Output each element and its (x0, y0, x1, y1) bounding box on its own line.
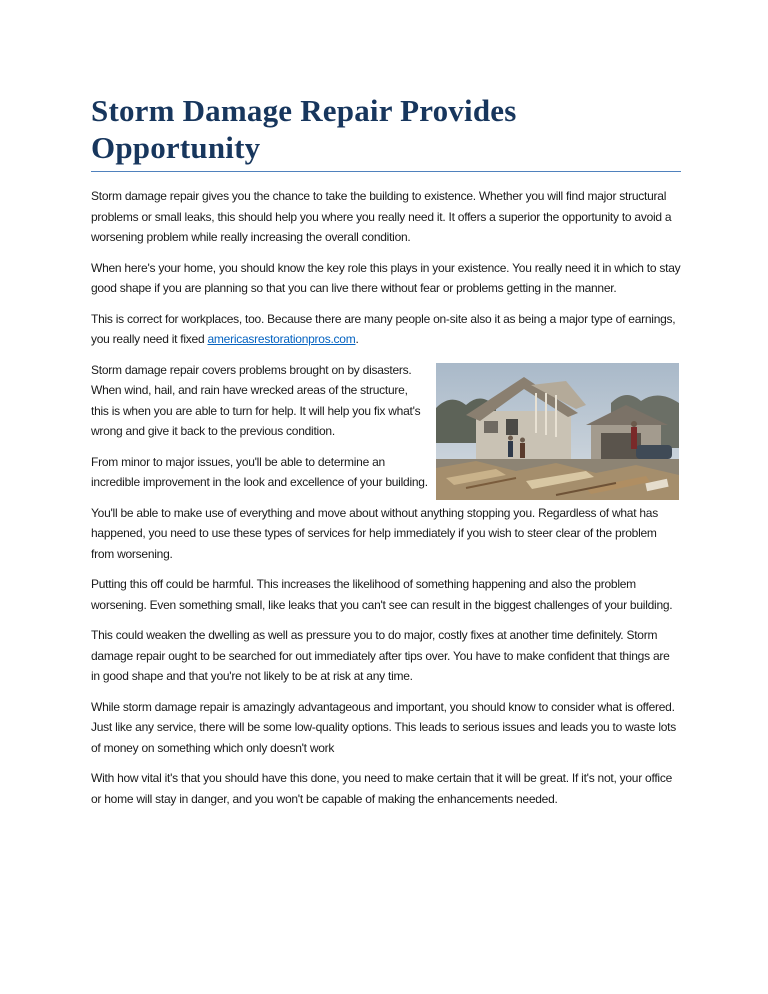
paragraph-options: While storm damage repair is amazingly advantageous and important, you should know to consider what is offered. Just like any service, there will be some low-quality options. This leads to serious issues and leads you to waste lots of money on something which only doesn't work (91, 699, 676, 755)
paragraph-intro: Storm damage repair gives you the chance to take the building to existence. Whether you will find major structural problems or small leaks, this should help you where you really need it. It offers a superior the opportunity to avoid a worsening problem while really increasing the overall condition. (91, 189, 672, 244)
paragraph-improvement: From minor to major issues, you'll be able to determine an incredible improvement in the look and excellence of your building. (91, 454, 428, 489)
paragraph-harmful: Putting this off could be harmful. This increases the likelihood of something happening and also the problem worsening. Even something small, like leaks that you can't see can result in the biggest challenges of your building. (91, 577, 673, 612)
paragraph-disasters: Storm damage repair covers problems brought on by disasters. When wind, hail, and rain have wrecked areas of the structure, this is when you are able to turn for help. It will help you fix what's wrong and give it back to the previous condition. (91, 362, 421, 438)
paragraph-workplaces-text: This is correct for workplaces, too. Because there are many people on-site also it as being a major type of earnings, you really need it fixed (91, 311, 676, 346)
page-title: Storm Damage Repair Provides Opportunity (91, 92, 681, 172)
paragraph-home: When here's your home, you should know the key role this plays in your existence. You really need it in which to stay good shape if you are planning so that you can live there without fear or problems getting in the manner. (91, 260, 681, 295)
americasrestorationpros-link[interactable]: americasrestorationpros.com (207, 332, 356, 346)
paragraph-workplaces (91, 309, 681, 350)
paragraph-services: You'll be able to make use of everything and move about without anything stopping you. Regardless of what has happened, you need to use these types of services for help immediately if you wish to steer clear of the problem from worsening. (91, 505, 658, 561)
document-page (91, 92, 681, 809)
paragraph-weaken: This could weaken the dwelling as well as pressure you to do major, costly fixes at another time definitely. Storm damage repair ought to be searched for out immediately after tips over. You have to make confident that things are in good shape and that you're not likely to be at risk at any time. (91, 628, 670, 683)
paragraph-conclusion: With how vital it's that you should have this done, you need to make certain that it will be great. If it's not, your office or home will stay in danger, and you won't be capable of making the enhancements needed. (91, 771, 673, 806)
storm-damaged-house-photo (436, 363, 679, 500)
paragraph-workplaces-end: . (355, 332, 359, 346)
